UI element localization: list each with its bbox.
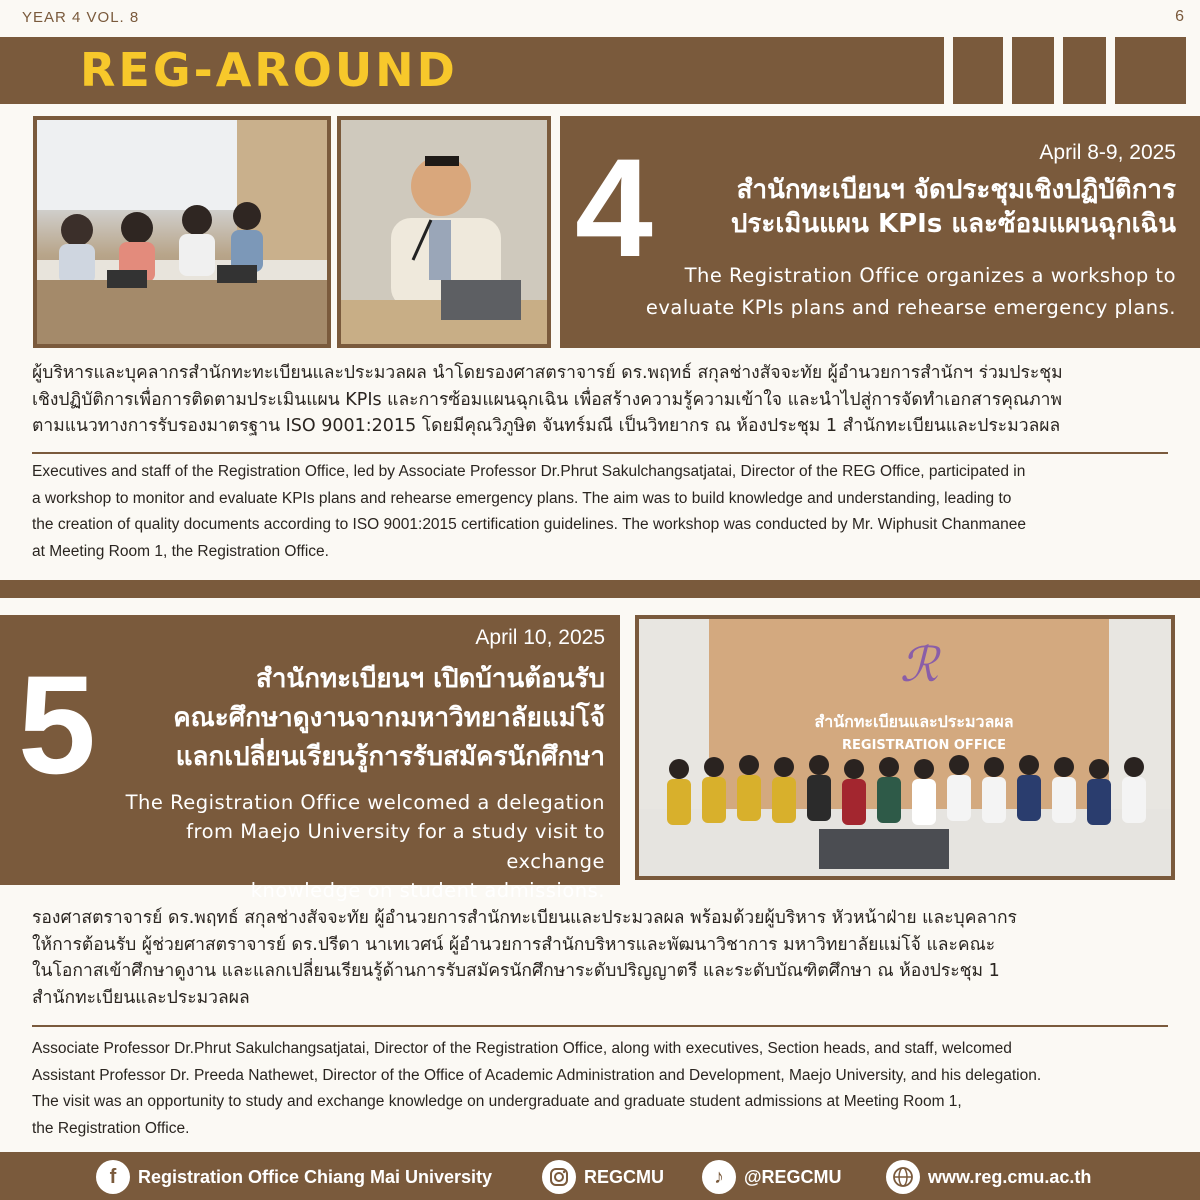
section5-title-th: สำนักทะเบียนฯ เปิดบ้านต้อนรับ คณะศึกษาดูงานจากมหาวิทยาลัยแม่โจ้ แลกเปลี่ยนเรียนรู้การรับสมัครนักศึกษา <box>173 664 605 772</box>
issue-label: YEAR 4 VOL. 8 <box>22 9 140 26</box>
workshop-photo-speaker <box>337 116 551 348</box>
page-number: 6 <box>1175 8 1184 25</box>
website-label: www.reg.cmu.ac.th <box>928 1166 1092 1187</box>
group-photo <box>635 615 1175 880</box>
header-stripe <box>1106 37 1115 104</box>
section5-title-en: The Registration Office welcomed a delegation from Maejo University for a study visit to exchange knowledge on student admissions. <box>125 791 605 902</box>
header-stripe <box>1186 37 1200 104</box>
workshop-photo-audience <box>33 116 331 348</box>
section4-date: April 8-9, 2025 <box>1039 141 1176 164</box>
globe-icon <box>886 1160 920 1194</box>
header-stripe <box>944 37 953 104</box>
tiktok-icon: ♪ <box>702 1160 736 1194</box>
facebook-label: Registration Office Chiang Mai University <box>138 1166 493 1187</box>
section4-number: 4 <box>575 129 653 286</box>
header-stripe <box>1003 37 1012 104</box>
photo-sign-en: REGISTRATION OFFICE <box>842 738 1006 753</box>
section5-body-th: รองศาสตราจารย์ ดร.พฤทธ์ สกุลช่างสัจจะทัย ผู้อำนวยการสำนักทะเบียนและประมวลผล พร้อมด้วยผู้บริหาร หัวหน้าฝ่าย และบุคลากร ให้การต้อนรับ ผู้ช่วยศาสตราจารย์ ดร.ปรีดา นาเทเวศน์ ผู้อำนวยการสำนักบริหารและพัฒนาวิชาการ มหาวิทยาลัยแม่โจ้ และคณะ ในโอกาสเข้าศึกษาดูงาน และแลกเปลี่ยนเรียนรู้ด้านการรับสมัครนักศึกษาระดับปริญญาตรี และระดับบัณฑิตศึกษา ณ ห้องประชุม 1 สำนักทะเบียนและประมวลผล <box>32 908 1017 1008</box>
photo-sign-th: สำนักทะเบียนและประมวลผล <box>814 712 1014 731</box>
section4-body-th: ผู้บริหารและบุคลากรสำนักทะทะเบียนและประมวลผล นำโดยรองศาสตราจารย์ ดร.พฤทธ์ สกุลช่างสัจจะทัย ผู้อำนวยการสำนักฯ ร่วมประชุม เชิงปฏิบัติการเพื่อการติดตามประเมินแผน KPIs และการซ้อมแผนฉุกเฉิน เพื่อสร้างความรู้ความเข้าใจ และนำไปสู่การจัดทำเอกสารคุณภาพ ตามแนวทางการรับรองมาตรฐาน ISO 9001:2015 โดยมีคุณวิภูษิต จันทร์มณี เป็นวิทยากร ณ ห้องประชุม 1 สำนักทะเบียนและประมวลผล <box>32 363 1063 437</box>
header-stripe <box>1054 37 1063 104</box>
instagram-link[interactable] <box>542 1160 664 1194</box>
section-separator <box>0 580 1200 598</box>
section4-body-en: Executives and staff of the Registration Office, led by Associate Professor Dr.Phrut Sakulchangsatjatai, Director of the REG Office, participated in a workshop to monitor and evaluate KPIs plans and rehearse emergency plans. The aim was to build knowledge and understanding, leading to the creation of quality documents according to ISO 9001:2015 certification guidelines. The workshop was conducted by Mr. Wiphusit Chanmanee at Meeting Room 1, the Registration Office. <box>32 463 1026 560</box>
instagram-label: REGCMU <box>584 1166 664 1187</box>
section-title: REG-AROUND <box>80 43 458 97</box>
tiktok-link[interactable] <box>702 1160 842 1194</box>
divider <box>32 452 1168 454</box>
section5-number: 5 <box>18 646 96 803</box>
svg-text:ℛ: ℛ <box>899 637 939 693</box>
section5-body-en: Associate Professor Dr.Phrut Sakulchangsatjatai, Director of the Registration Office, along with executives, Section heads, and staff, welcomed Assistant Professor Dr. Preeda Nathewet, Director of the Office of Academic Administration and Development, Maejo University, and his delegation. The visit was an opportunity to study and exchange knowledge on undergraduate and graduate student admissions at Meeting Room 1, the Registration Office. <box>32 1040 1042 1137</box>
section4-title-th: สำนักทะเบียนฯ จัดประชุมเชิงปฏิบัติการ ประเมินแผน KPIs และซ้อมแผนฉุกเฉิน <box>730 175 1176 240</box>
website-link[interactable] <box>886 1160 1091 1194</box>
divider <box>32 1025 1168 1027</box>
section5-date: April 10, 2025 <box>475 626 605 649</box>
facebook-icon: f <box>96 1160 130 1194</box>
tiktok-label: @REGCMU <box>744 1166 842 1187</box>
facebook-link[interactable] <box>96 1160 492 1194</box>
instagram-icon <box>542 1160 576 1194</box>
section4-title-en: The Registration Office organizes a workshop to evaluate KPIs plans and rehearse emergency plans. <box>645 264 1176 319</box>
